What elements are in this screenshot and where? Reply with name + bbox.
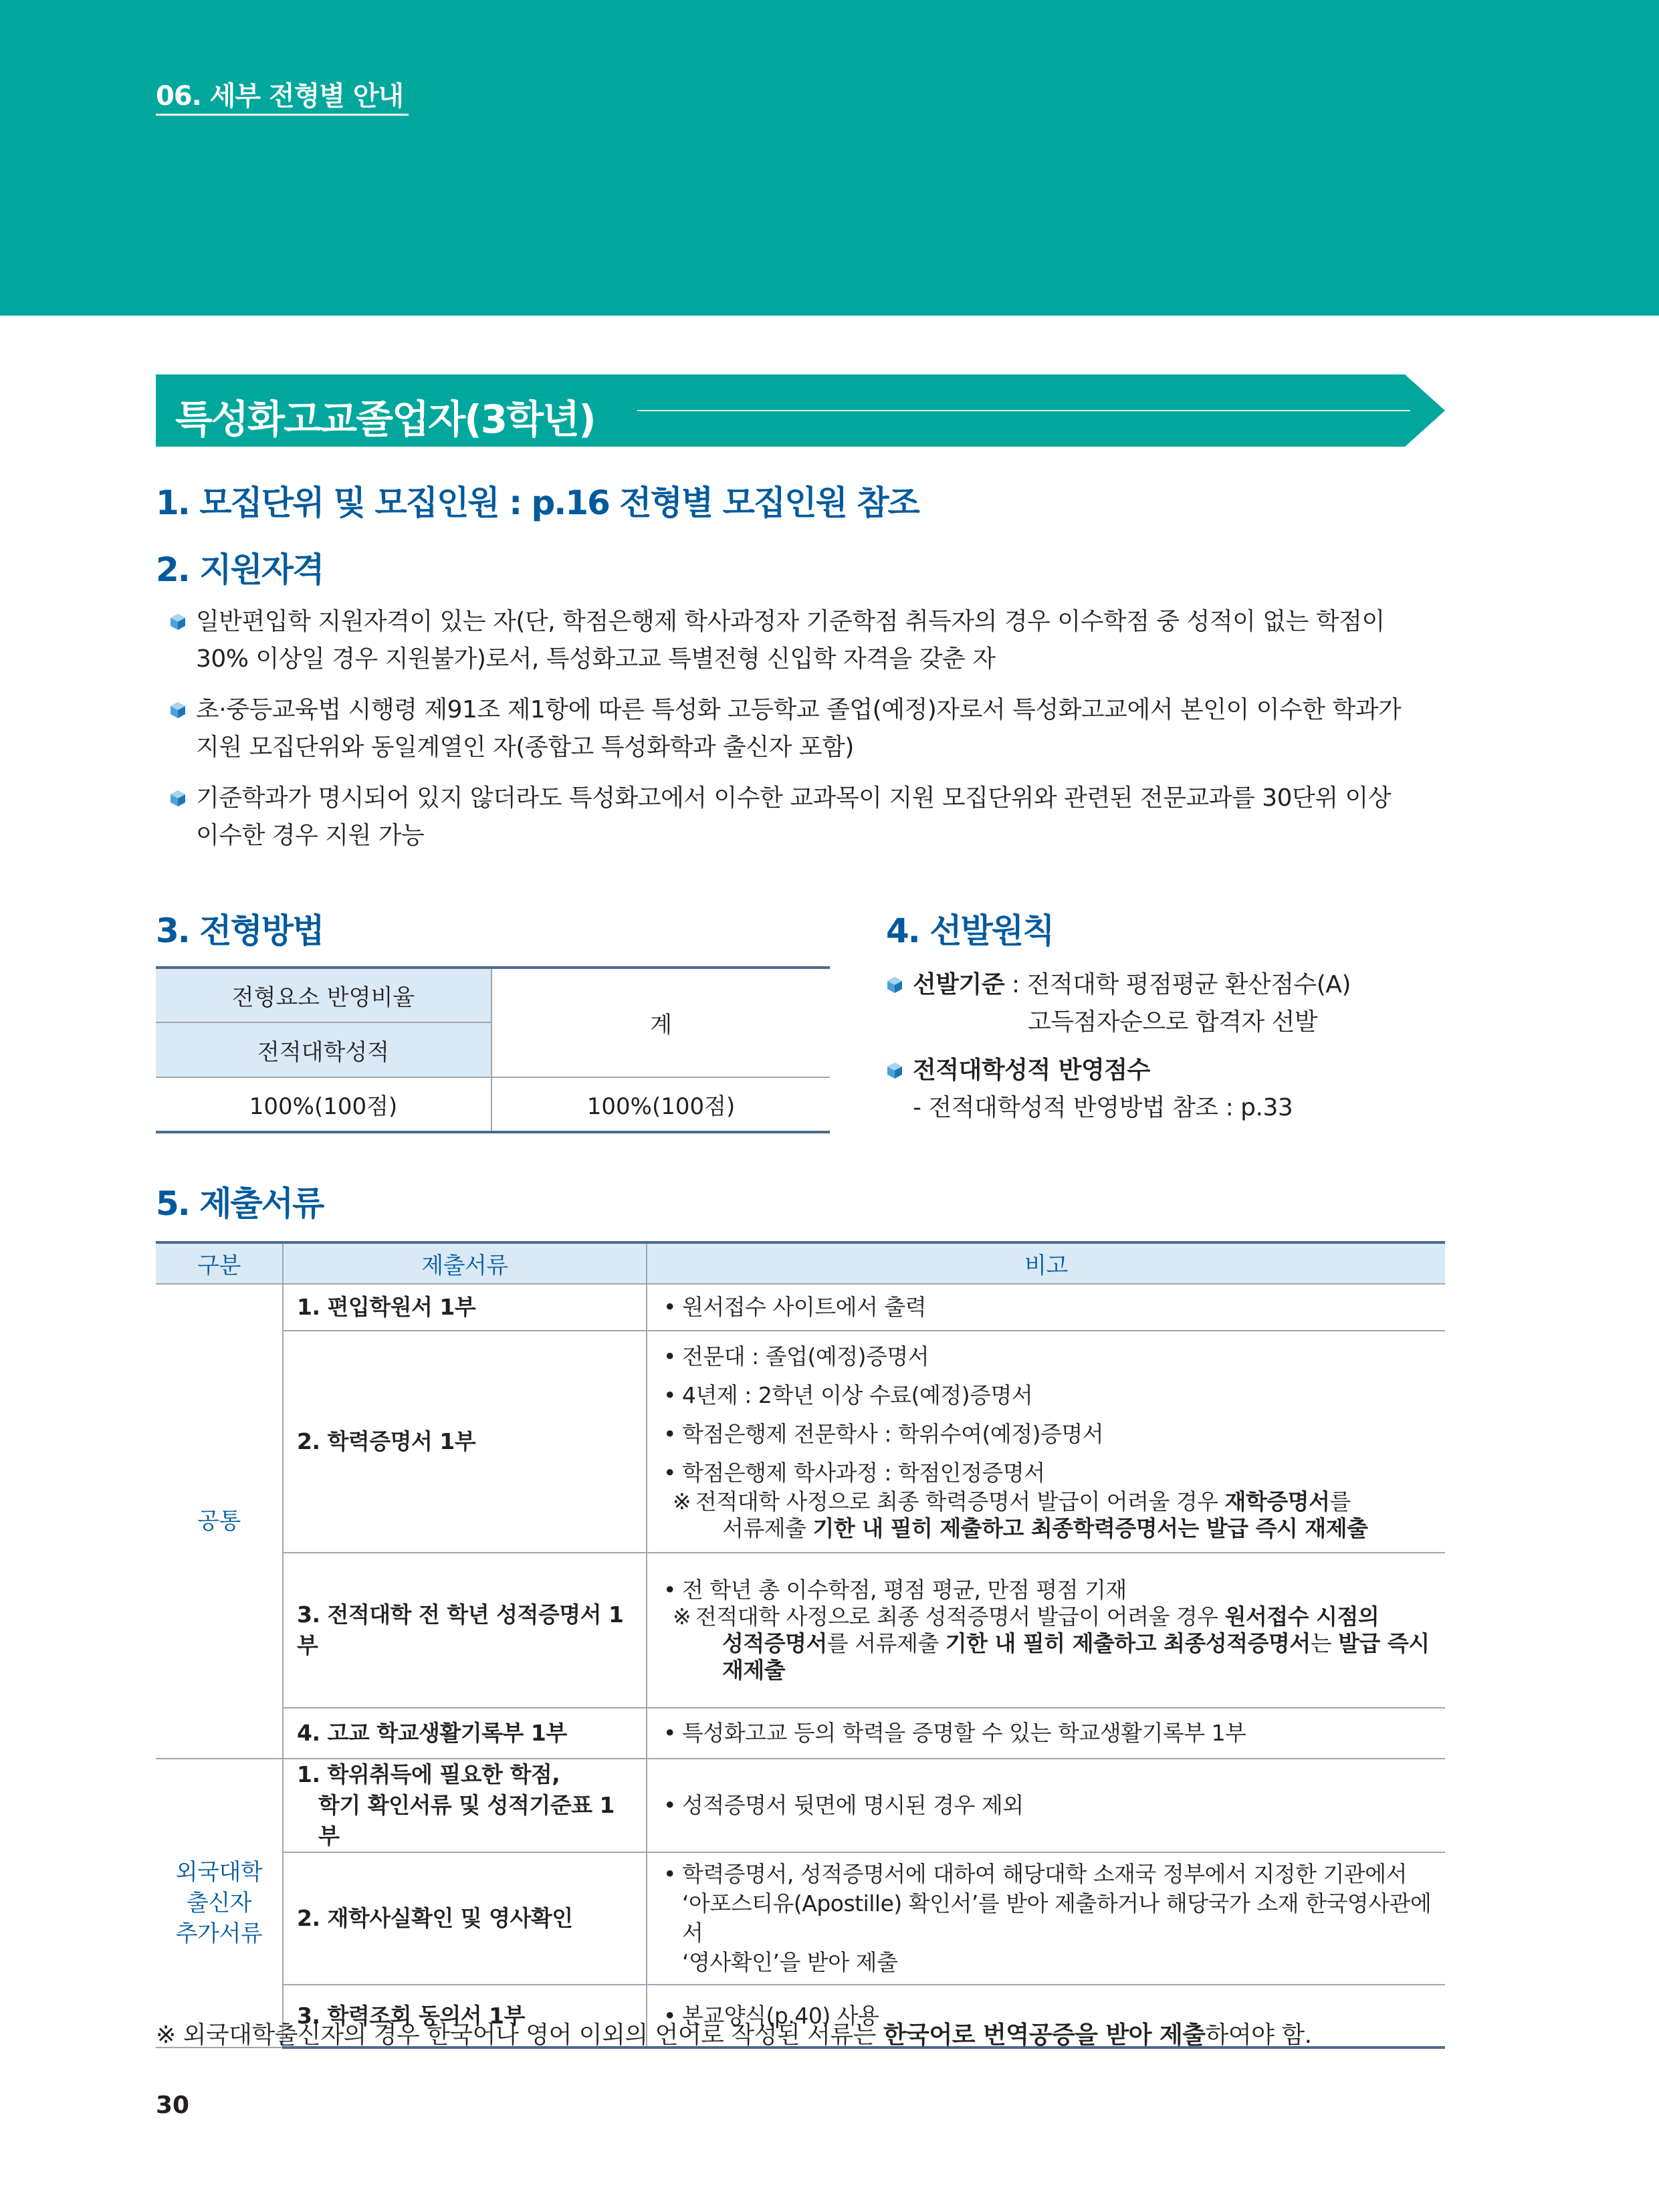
note-line: • 원서접수 사이트에서 출력 (661, 1292, 1432, 1323)
note-line: ‘영사확인’을 받아 제출 (682, 1949, 898, 1975)
note-reference-cont (661, 1630, 1432, 1657)
ref-bold: 기한 내 필히 제출하고 최종학력증명서는 발급 즉시 재제출 (812, 1515, 1368, 1541)
footnote-text: 하여야 함. (1205, 2021, 1312, 2049)
ref-bold: 원서접수 시점의 (1224, 1603, 1379, 1630)
note-application (647, 1284, 1445, 1331)
doc-academic-certificate: 2. 학력증명서 1부 (283, 1331, 647, 1553)
ref-text: 서류제출 (722, 1515, 813, 1541)
note-enrollment-consular (647, 1852, 1445, 1985)
doc-line: 학기 확인서류 및 성적기준표 1부 (318, 1792, 615, 1849)
criteria-sep: : (1004, 971, 1027, 998)
eligibility-text: 30% 이상일 경우 지원불가)로서, 특성화고교 특별전형 신입학 자격을 갖춘 자 (196, 645, 996, 673)
eligibility-item (169, 691, 1440, 766)
documents-table (156, 1241, 1445, 2049)
eligibility-item (169, 603, 1440, 678)
total-header: 계 (491, 968, 830, 1077)
col-category: 구분 (156, 1242, 283, 1284)
eligibility-text: 기준학과가 명시되어 있지 않더라도 특성화고에서 이수한 교과목이 지원 모집단위와 관련된 전문교과를 30단위 이상 (196, 784, 1392, 812)
eligibility-text: 초·중등교육법 시행령 제91조 제1항에 따른 특성화 고등학교 졸업(예정)자로서 특성화고교에서 본인이 이수한 학과가 (196, 696, 1402, 724)
group-common: 공통 (156, 1284, 283, 1759)
criteria-label: 선발기준 (913, 971, 1005, 998)
group-foreign-line: 외국대학 (175, 1859, 263, 1886)
group-foreign-line: 추가서류 (175, 1920, 263, 1947)
reference-mark: ※ (673, 1488, 691, 1515)
total-value: 100%(100점) (491, 1077, 830, 1132)
ref-text: 를 (1329, 1488, 1351, 1515)
ref-bold: 기한 내 필히 제출하고 최종성적증명서 (945, 1630, 1311, 1656)
col-document: 제출서류 (283, 1242, 647, 1284)
row-label-ratio: 전형요소 반영비율 (156, 968, 491, 1022)
ref-text: 를 서류제출 (826, 1630, 946, 1656)
note-reference (661, 1488, 1432, 1515)
score-item (886, 1052, 1448, 1127)
cube-bullet-icon (169, 790, 187, 807)
note-line: • 본교양식(p.40) 사용 (661, 2001, 1432, 2031)
ref-bold: 재학증명서 (1224, 1488, 1330, 1515)
note-line: • 학력증명서, 성적증명서에 대하여 해당대학 소재국 정부에서 지정한 기관에서 (661, 1860, 1432, 1889)
note-reference (661, 1603, 1432, 1630)
doc-application: 1. 편입학원서 1부 (283, 1284, 647, 1331)
ref-text: 전적대학 사정으로 최종 학력증명서 발급이 어려울 경우 (695, 1488, 1225, 1515)
footnote-text: ※ 외국대학출신자의 경우 한국어나 영어 이외의 언어로 작성된 서류는 (156, 2021, 883, 2049)
element-header: 전적대학성적 (156, 1022, 491, 1077)
eligibility-item (169, 780, 1440, 855)
ref-text: 전적대학 사정으로 최종 성적증명서 발급이 어려울 경우 (695, 1603, 1225, 1630)
note-academic-certificate (647, 1331, 1445, 1553)
note-line: • 학점은행제 학사과정 : 학점인정증명서 (661, 1458, 1432, 1488)
score-note: - 전적대학성적 반영방법 참조 : p.33 (913, 1094, 1293, 1121)
note-line: • 성적증명서 뒷면에 명시된 경우 제외 (661, 1790, 1432, 1821)
doc-degree-credits (283, 1759, 647, 1852)
note-line: • 학점은행제 전문학사 : 학위수여(예정)증명서 (661, 1419, 1432, 1450)
note-reference-cont (661, 1657, 1432, 1684)
selection-principle (886, 966, 1448, 1127)
heading-required-documents: 5. 제출서류 (156, 1184, 324, 1223)
note-line: • 4년제 : 2학년 이상 수료(예정)증명서 (661, 1380, 1432, 1411)
eligibility-text: 일반편입학 지원자격이 있는 자(단, 학점은행제 학사과정자 기준학점 취득자의 경우 이수학점 중 성적이 없는 학점이 (196, 608, 1385, 635)
doc-enrollment-consular: 2. 재학사실확인 및 영사확인 (283, 1852, 647, 1985)
note-line: • 전 학년 총 이수학점, 평점 평균, 만점 평점 기재 (661, 1577, 1432, 1603)
heading-selection-method: 3. 전형방법 (156, 911, 324, 950)
cube-bullet-icon (886, 976, 903, 994)
doc-verification-consent: 3. 학력조회 동의서 1부 (283, 1985, 647, 2048)
note-line: • 특성화고교 등의 학력을 증명할 수 있는 학교생활기록부 1부 (661, 1718, 1432, 1749)
doc-line: 1. 학위취득에 필요한 학점, (297, 1761, 560, 1787)
eligibility-list (169, 603, 1440, 855)
page-title: 특성화고교졸업자(3학년) (175, 397, 595, 442)
note-line: ‘아포스티유(Apostille) 확인서’를 받아 제출하거나 해당국가 소재 한국영사관에서 (682, 1890, 1432, 1946)
cube-bullet-icon (169, 701, 187, 719)
note-line: • 전문대 : 졸업(예정)증명서 (661, 1341, 1432, 1372)
note-reference-cont (661, 1515, 1432, 1542)
reference-mark: ※ (673, 1603, 691, 1630)
doc-school-record: 4. 고교 학교생활기록부 1부 (283, 1708, 647, 1759)
ref-bold: 발급 즉시 (1338, 1630, 1430, 1656)
ref-bold: 성적증명서 (722, 1630, 827, 1656)
criteria-line2: 고득점자순으로 합격자 선발 (1028, 1008, 1318, 1036)
criteria-item (886, 966, 1448, 1041)
element-value: 100%(100점) (156, 1077, 491, 1132)
page-number: 30 (156, 2092, 190, 2119)
criteria-line1: 전적대학 평점평균 환산점수(A) (1026, 971, 1351, 998)
doc-transcript: 3. 전적대학 전 학년 성적증명서 1부 (283, 1553, 647, 1708)
cube-bullet-icon (169, 613, 187, 631)
heading-recruitment-unit: 1. 모집단위 및 모집인원 : p.16 전형별 모집인원 참조 (156, 483, 919, 522)
note-school-record (647, 1708, 1445, 1759)
ref-text: 는 (1310, 1630, 1339, 1656)
heading-eligibility: 2. 지원자격 (156, 550, 324, 589)
section-label-underline (156, 114, 409, 116)
group-foreign-line: 출신자 (186, 1890, 252, 1916)
footnote (156, 2016, 1312, 2050)
score-label: 전적대학성적 반영점수 (913, 1057, 1150, 1084)
selection-method-table (156, 966, 830, 1133)
header-band (0, 0, 1659, 316)
col-note: 비고 (647, 1242, 1445, 1284)
heading-selection-principle: 4. 선발원칙 (886, 911, 1054, 950)
eligibility-text: 지원 모집단위와 동일계열인 자(종합고 특성화학과 출신자 포함) (196, 734, 854, 761)
note-degree-credits (647, 1759, 1445, 1852)
cube-bullet-icon (886, 1062, 903, 1079)
footnote-bold: 한국어로 번역공증을 받아 제출 (883, 2021, 1206, 2049)
note-transcript (647, 1553, 1445, 1708)
eligibility-text: 이수한 경우 지원 가능 (196, 822, 425, 849)
section-label: 06. 세부 전형별 안내 (156, 81, 404, 112)
group-foreign (156, 1759, 283, 2048)
ref-bold: 재제출 (722, 1657, 786, 1683)
